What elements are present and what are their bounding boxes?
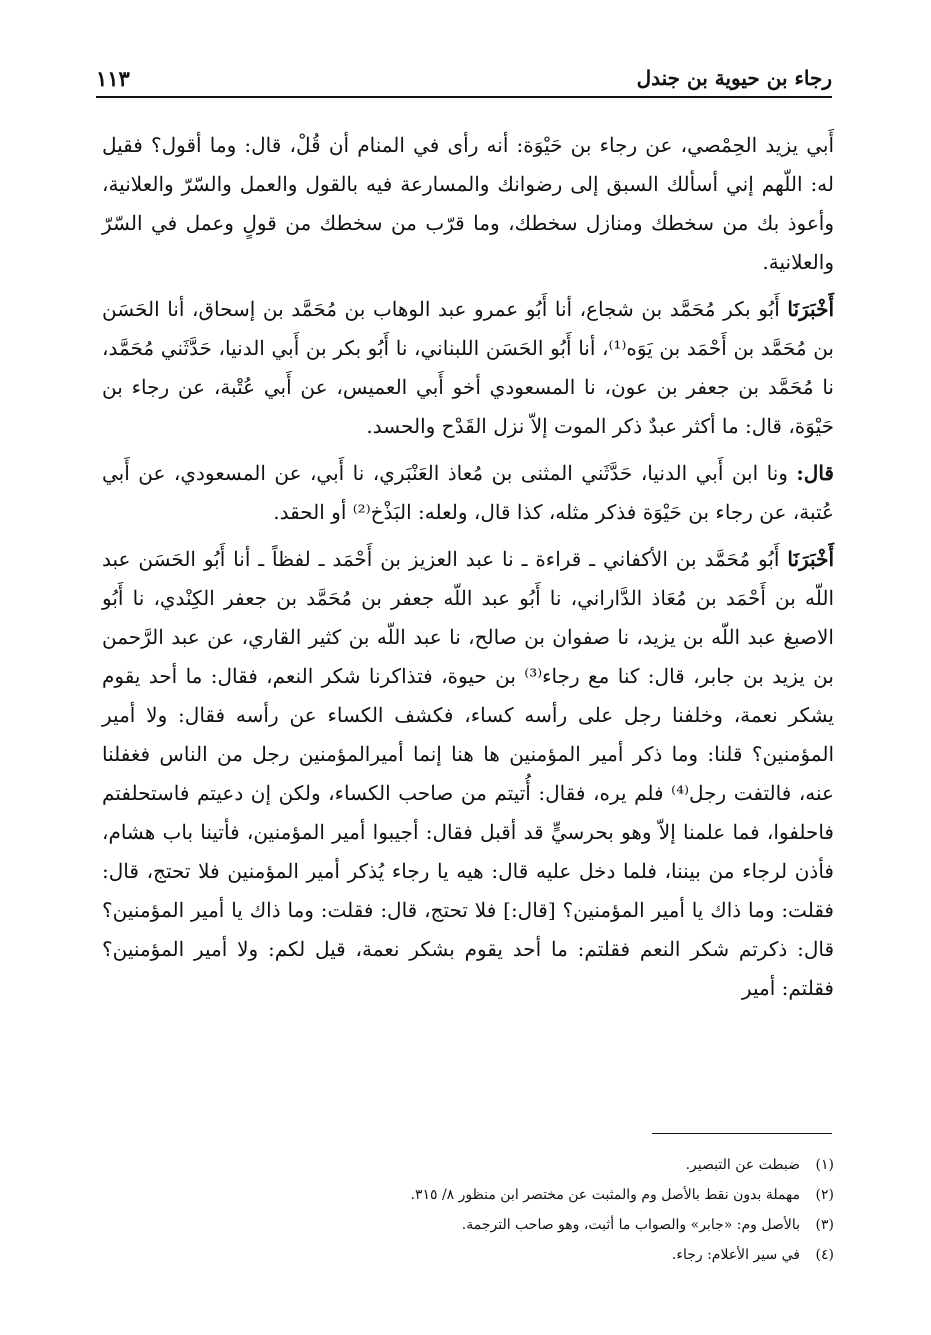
footnote-number: (٣) <box>815 1217 834 1233</box>
main-text <box>102 126 834 1016</box>
paragraph-text: أَبُو بكر مُحَمَّد بن شجاع، أنا أَبُو عمرو عبد الوهاب بن مُحَمَّد بن إسحاق، أنا الحَسَن بن مُحَمَّد بن أَحْمَد بن يَوَه⁽¹⁾، أنا أَبُو الحَسَن اللبناني، نا أَبُو بكر بن أَبي الدنيا، حَدَّثَني مُحَمَّد، نا مُحَمَّد بن جعفر بن عون، نا المسعودي أخو أَبي العميس، عن أَبي عُتْبة، عن رجاء بن حَيْوَة، قال: ما أكثر عبدٌ ذكر الموت إلاّ نزل القَدْح والحسد. <box>102 297 834 438</box>
paragraph-lead: أَخْبَرَنَا <box>787 297 834 321</box>
footnote <box>102 1240 834 1270</box>
footnote-number: (١) <box>815 1157 834 1173</box>
footnote-text: ضبطت عن التبصير. <box>685 1157 800 1173</box>
footnote <box>102 1180 834 1210</box>
footnote-number: (٤) <box>815 1247 834 1263</box>
footnotes <box>102 1150 834 1270</box>
page-number: ١١٣ <box>96 66 130 91</box>
footnote <box>102 1150 834 1180</box>
footnote-text: مهملة بدون نقط بالأصل وم والمثبت عن مختصر ابن منظور ٨/ ٣١٥. <box>410 1187 800 1203</box>
footnote-text: في سير الأعلام: رجاء. <box>671 1247 800 1263</box>
paragraph-text: أَبُو مُحَمَّد بن الأكفاني ـ قراءة ـ نا عبد العزيز بن أَحْمَد ـ لفظاً ـ أنا أَبُو الحَسَن عبد اللّه بن أَحْمَد بن مُعَاذ الدَّاراني، نا أَبُو عبد اللّه جعفر بن مُحَمَّد بن جعفر الكِنْدي، نا أَبُو الاصبغ عبد اللّه بن يزيد، نا صفوان بن صالح، نا عبد اللّه بن كثير القاري، عن عبد الرَّحمن بن يزيد بن جابر، قال: كنا مع رجاء⁽³⁾ بن حيوة، فتذاكرنا شكر النعم، فقال: ما أحد يقوم يشكر نعمة، وخلفنا رجل على رأسه كساء، فكشف الكساء عن رأسه فقال: ولا أمير المؤمنين؟ قلنا: وما ذكر أمير المؤمنين ها هنا إنما أميرالمؤمنين رجل من الناس فغفلنا عنه، فالتفت رجل⁽⁴⁾ فلم يره، فقال: أُتيتم من صاحب الكساء، ولكن إن دعيتم فاستحلفتم فاحلفوا، فما علمنا إلاّ وهو بحرسيٍّ قد أقبل فقال: أجيبوا أمير المؤمنين، فأتينا باب هشام، فأذن لرجاء من بيننا، فلما دخل عليه قال: هيه يا رجاء يُذكر أمير المؤمنين فلا تحتج، قال: فقلت: وما ذاك يا أمير المؤمنين؟ [قال:] فلا تحتج، قال: فقلت: وما ذاك يا أمير المؤمنين؟ قال: ذكرتم شكر النعم فقلتم: ما أحد يقوم بشكر نعمة، قيل لكم: ولا أمير المؤمنين؟ فقلتم: أمير <box>102 547 835 1000</box>
running-title: رجاء بن حيوية بن جندل <box>636 66 832 90</box>
footnote-text: بالأصل وم: «جابر» والصواب ما أثبت، وهو صاحب الترجمة. <box>461 1217 800 1233</box>
paragraph-lead: أَخْبَرَنَا <box>787 547 834 571</box>
paragraph <box>102 454 834 532</box>
paragraph <box>102 290 834 446</box>
paragraph-text: أَبي يزيد الحِمْصي، عن رجاء بن حَيْوَة: أنه رأى في المنام أن قُلْ، قال: وما أقول؟ فقيل له: اللّهم إني أسألك السبق إلى رضوانك والمسارعة فيه بالقول والعمل والسّرّ والعلانية، وأعوذ بك من سخطك ومنازل سخطك، وما قرّب من سخطك من قولٍ وعمل في السّرّ والعلانية. <box>102 133 834 274</box>
paragraph <box>102 126 834 282</box>
footnote <box>102 1210 834 1240</box>
paragraph-text: ونا ابن أَبي الدنيا، حَدَّثَني المثنى بن مُعاذ العَنْبَري، نا أَبي، عن المسعودي، عن أَبي عُتبة، عن رجاء بن حَيْوَة فذكر مثله، كذا قال، ولعله: البَذْخ⁽²⁾ أو الحقد. <box>102 461 834 524</box>
page-header <box>96 58 832 98</box>
footnote-separator <box>652 1133 832 1134</box>
paragraph-lead: قال: <box>796 461 834 485</box>
paragraph <box>102 540 834 1008</box>
footnote-number: (٢) <box>815 1187 834 1203</box>
